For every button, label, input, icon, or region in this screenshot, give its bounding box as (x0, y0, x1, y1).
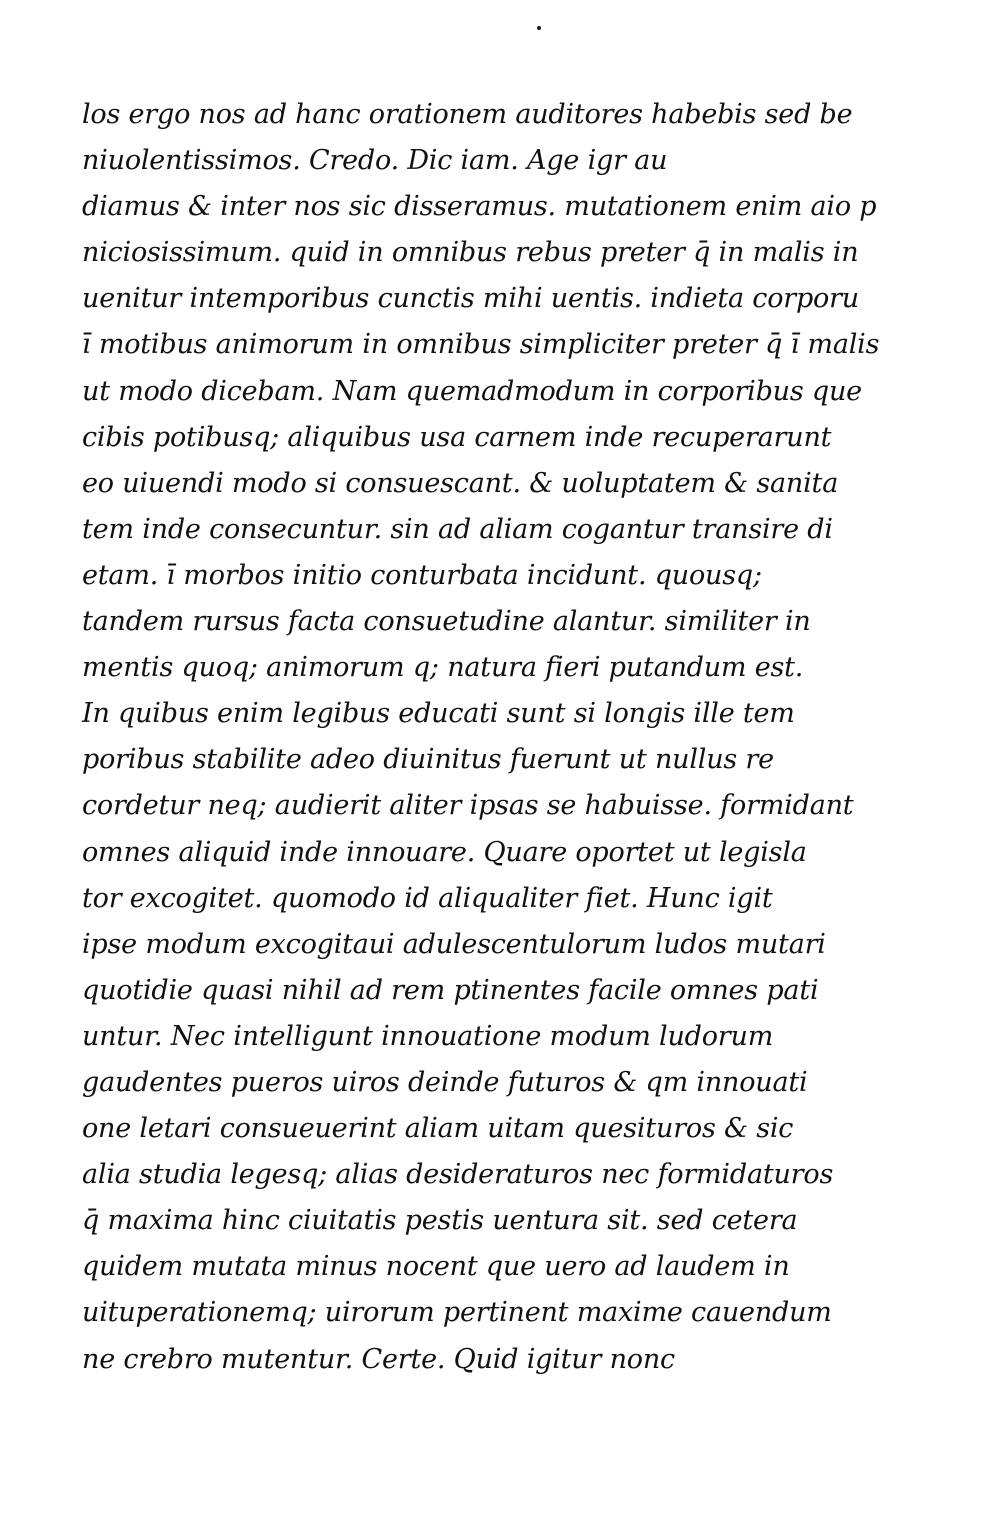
manuscript-line: eo uiuendi modo si consuescant. & uoluptatem & sanita (82, 467, 839, 499)
manuscript-line: quotidie quasi nihil ad rem ptinentes facile omnes pati (82, 974, 819, 1006)
manuscript-line: omnes aliquid inde innouare. Quare oportet ut legisla (82, 836, 807, 868)
manuscript-line: uituperationemq; uirorum pertinent maxime cauendum (82, 1297, 832, 1329)
manuscript-line: ī motibus animorum in omnibus simpliciter preter q̄ ī malis (82, 329, 880, 361)
manuscript-line: cordetur neq; audierit aliter ipsas se habuisse. formidant (82, 790, 854, 822)
manuscript-line: tor excogitet. quomodo id aliqualiter fiet. Hunc igit (82, 882, 773, 914)
manuscript-line: niuolentissimos. Credo. Dic iam. Age igr au (82, 145, 668, 177)
manuscript-line: uenitur intemporibus cunctis mihi uentis. indieta corporu (82, 283, 859, 315)
manuscript-line: ut modo dicebam. Nam quemadmodum in corporibus que (82, 375, 862, 407)
manuscript-text-block (82, 92, 942, 1383)
manuscript-line: ipse modum excogitaui adulescentulorum ludos mutari (82, 928, 826, 960)
manuscript-line: niciosissimum. quid in omnibus rebus preter q̄ in malis in (82, 237, 859, 269)
manuscript-line: los ergo nos ad hanc orationem auditores habebis sed be (82, 99, 853, 130)
manuscript-line: untur. Nec intelligunt innouatione modum ludorum (82, 1020, 774, 1052)
manuscript-line: cibis potibusq; aliquibus usa carnem inde recuperarunt (82, 421, 832, 453)
manuscript-line: diamus & inter nos sic disseramus. mutationem enim aio p (82, 191, 877, 223)
manuscript-line: tandem rursus facta consuetudine alantur. similiter in (82, 606, 811, 638)
manuscript-line: quidem mutata minus nocent que uero ad laudem in (82, 1251, 790, 1283)
manuscript-line: poribus stabilite adeo diuinitus fuerunt ut nullus re (82, 744, 774, 776)
manuscript-line: gaudentes pueros uiros deinde futuros & qm innouati (82, 1066, 808, 1098)
manuscript-line: tem inde consecuntur. sin ad aliam cogantur transire di (82, 513, 833, 545)
manuscript-line: one letari consueuerint aliam uitam quesituros & sic (82, 1113, 794, 1145)
manuscript-line: ne crebro mutentur. Certe. Quid igitur nonc (82, 1343, 675, 1375)
manuscript-line: In quibus enim legibus educati sunt si longis ille tem (82, 698, 795, 730)
manuscript-line: mentis quoq; animorum q; natura fieri putandum est. (82, 652, 804, 684)
manuscript-line: etam. ī morbos initio conturbata incidunt. quousq; (82, 559, 762, 591)
manuscript-line: q̄ maxima hinc ciuitatis pestis uentura sit. sed cetera (82, 1205, 798, 1237)
manuscript-line: alia studia legesq; alias desideraturos nec formidaturos (82, 1159, 834, 1191)
ink-dot-mark (537, 26, 541, 30)
